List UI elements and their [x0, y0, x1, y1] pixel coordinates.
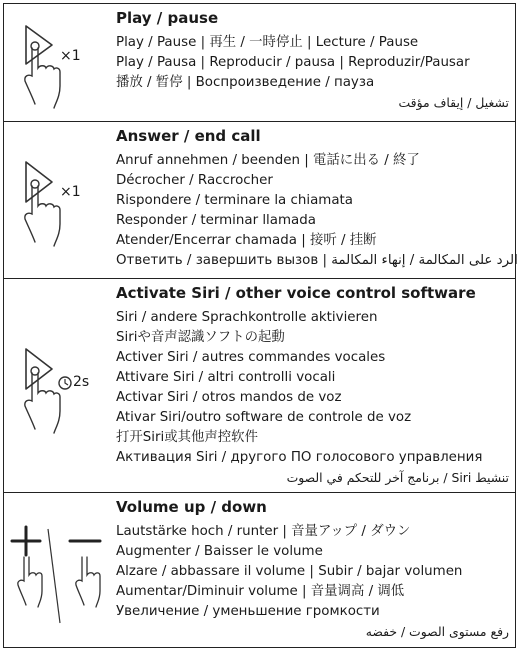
translation-line: Augmenter / Baisser le volume	[116, 544, 323, 559]
section-activate-siri	[4, 279, 515, 493]
section-volume	[4, 493, 515, 649]
translation-line: Активация Siri / другого ПО голосового управления	[116, 450, 483, 465]
translation-line: Ответить / завершить вызов | الرد على المكالمة / إنهاء المكالمة	[116, 253, 518, 268]
section-title: Answer / end call	[116, 127, 261, 145]
translation-line: 播放 / 暂停 | Воспроизведение / пауза	[116, 75, 375, 90]
translation-line-arabic: تشغيل / إيقاف مؤقت	[398, 95, 509, 110]
play-finger-icon	[4, 4, 112, 122]
play-finger-hold-icon	[4, 279, 112, 493]
tap-once-illustration	[4, 122, 112, 278]
translation-line: Aumentar/Diminuir volume | 音量调高 / 调低	[116, 584, 405, 599]
translation-line: Ativar Siri/outro software de controle de voz	[116, 410, 412, 425]
translation-line: Décrocher / Raccrocher	[116, 173, 273, 188]
translation-line-arabic: تنشيط Siri / برنامج آخر للتحكم في الصوت	[286, 470, 509, 485]
section-title: Play / pause	[116, 9, 219, 27]
gesture-count-label: ×1	[60, 48, 81, 64]
translation-line: Activar Siri / otros mandos de voz	[116, 390, 342, 405]
translation-line: 打开Siri或其他声控软件	[116, 430, 258, 445]
plus-icon	[12, 527, 40, 555]
play-finger-icon	[4, 122, 112, 279]
section-play-pause	[4, 4, 515, 122]
translation-line-arabic: رفع مستوى الصوت / خفضه	[365, 624, 509, 639]
gesture-count-label: ×1	[60, 184, 81, 200]
press-hold-illustration	[4, 279, 112, 492]
translation-line: Play / Pausa | Reproducir / pausa | Reproduzir/Pausar	[116, 55, 470, 70]
translation-line: Rispondere / terminare la chiamata	[116, 193, 353, 208]
section-title: Volume up / down	[116, 498, 267, 516]
translation-line: Responder / terminar llamada	[116, 213, 316, 228]
translation-line: Activer Siri / autres commandes vocales	[116, 350, 386, 365]
translation-line: Siri / andere Sprachkontrolle aktivieren	[116, 310, 378, 325]
section-title: Activate Siri / other voice control software	[116, 284, 476, 302]
volume-plus-minus-icon	[4, 493, 112, 649]
translation-line: Alzare / abbassare il volume | Subir / bajar volumen	[116, 564, 463, 579]
hold-duration-label: 2s	[73, 374, 90, 390]
translation-line: Atender/Encerrar chamada | 接听 / 挂断	[116, 233, 377, 248]
instruction-sheet	[3, 3, 516, 648]
translation-line: Siriや音声認識ソフトの起動	[116, 330, 285, 345]
translation-line: Play / Pause | 再生 / 一時停止 | Lecture / Pause	[116, 35, 419, 50]
volume-gesture-illustration	[4, 493, 112, 649]
section-answer-end-call	[4, 122, 518, 279]
translation-line: Anruf annehmen / beenden | 電話に出る / 終了	[116, 153, 420, 168]
translation-line: Увеличение / уменьшение громкости	[116, 604, 380, 619]
translation-line: Lautstärke hoch / runter | 音量アップ / ダウン	[116, 524, 411, 539]
translation-line: Attivare Siri / altri controlli vocali	[116, 370, 336, 385]
tap-once-illustration	[4, 4, 112, 121]
